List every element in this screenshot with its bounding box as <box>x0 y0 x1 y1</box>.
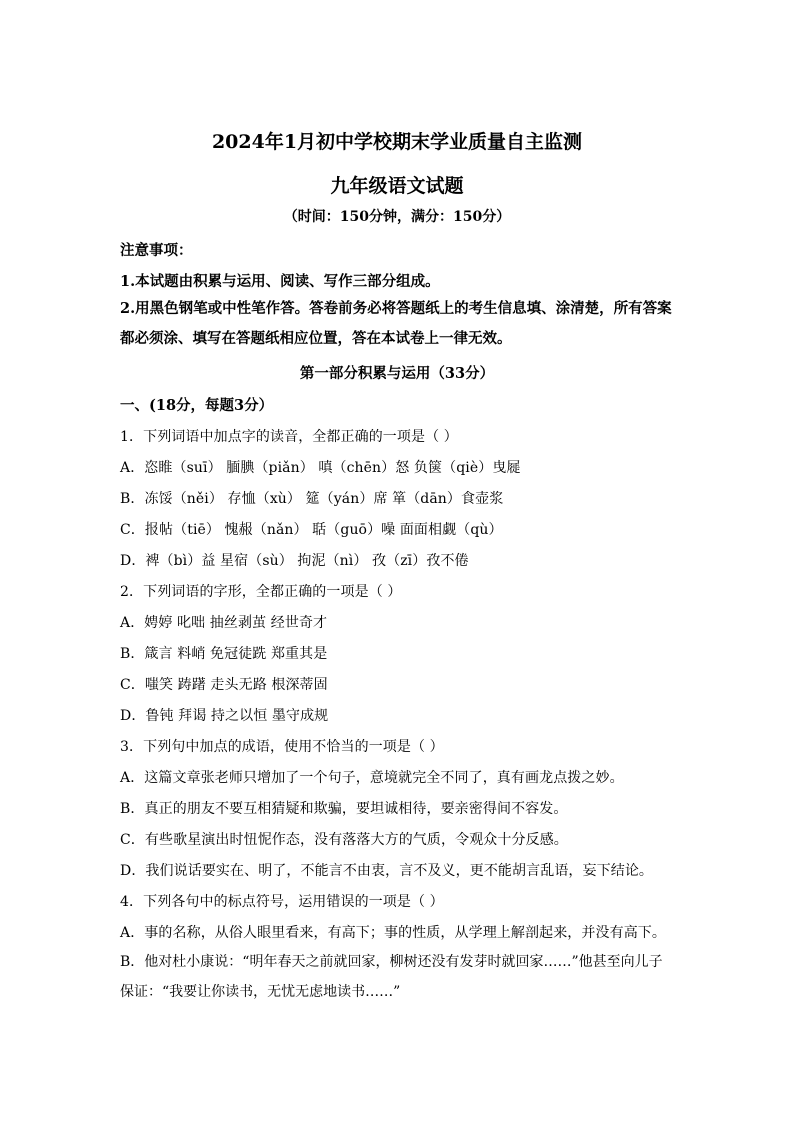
part1-heading: 第一部分积累与运用（33分） <box>299 365 495 382</box>
q4-option-a: A．事的名称，从俗人眼里看来，有高下；事的性质，从学理上解剖起来，并没有高下。 <box>120 925 667 941</box>
q2-option-d: D．鲁钝 拜谒 持之以恒 墨守成规 <box>120 708 329 724</box>
q4-stem: 4．下列各句中的标点符号，运用错误的一项是（ ） <box>120 894 444 910</box>
section1-heading: 一、(18分，每题3分） <box>120 397 274 414</box>
notice-item-2: 2.用黑色钢笔或中性笔作答。答卷前务必将答题纸上的考生信息填、涂清楚，所有答案都必须涂、填写在答题纸相应位置，答在本试卷上一律无效。 <box>120 300 672 347</box>
q2-option-c: C．嗤笑 踌躇 走头无路 根深蒂固 <box>120 677 328 693</box>
q2-option-a: A．娉婷 叱咄 抽丝剥茧 经世奇才 <box>120 615 328 631</box>
q1-option-c: C．报帖（tiē） 愧赧（nǎn） 聒（guō）噪 面面相觑（qù） <box>120 522 503 538</box>
q2-stem: 2．下列词语的字形，全都正确的一项是（ ） <box>120 584 402 600</box>
notice-item-1: 1.本试题由积累与运用、阅读、写作三部分组成。 <box>120 273 440 290</box>
q2-option-b: B．箴言 料峭 免冠徒跣 郑重其是 <box>120 646 328 662</box>
q1-option-a: A．恣睢（suī） 腼腆（piǎn） 嗔（chēn）怒 负箧（qiè）曳屣 <box>120 460 521 476</box>
q4-option-b: B．他对杜小康说：“明年春天之前就回家，柳树还没有发芽时就回家……”他甚至向儿子保证：“我要让你读书，无忧无虑地读书……” <box>120 954 663 1000</box>
exam-title: 2024年1月初中学校期末学业质量自主监测 <box>211 131 583 153</box>
q3-option-c: C．有些歌星演出时忸怩作态，没有落落大方的气质，令观众十分反感。 <box>120 832 568 848</box>
q3-option-a: A．这篇文章张老师只增加了一个句子，意境就完全不同了，真有画龙点拨之妙。 <box>120 770 624 786</box>
q1-option-d: D．裨（bì）益 星宿（sù） 拘泥（nì） 孜（zī）孜不倦 <box>120 553 469 569</box>
q1-option-b: B．冻馁（něi） 存恤（xù） 筵（yán）席 箪（dān）食壶浆 <box>120 491 504 507</box>
q3-option-b: B．真正的朋友不要互相猜疑和欺骗，要坦诚相待，要亲密得间不容发。 <box>120 801 568 817</box>
q3-option-d: D．我们说话要实在、明了，不能言不由衷，言不及义，更不能胡言乱语，妄下结论。 <box>120 863 654 879</box>
notice-heading: 注意事项： <box>120 242 193 259</box>
exam-info: （时间：150分钟，满分：150分） <box>283 209 511 225</box>
q3-stem: 3．下列句中加点的成语，使用不恰当的一项是（ ） <box>120 739 444 755</box>
q1-stem: 1．下列词语中加点字的读音，全都正确的一项是（ ） <box>120 429 458 445</box>
exam-subtitle: 九年级语文试题 <box>330 175 464 197</box>
